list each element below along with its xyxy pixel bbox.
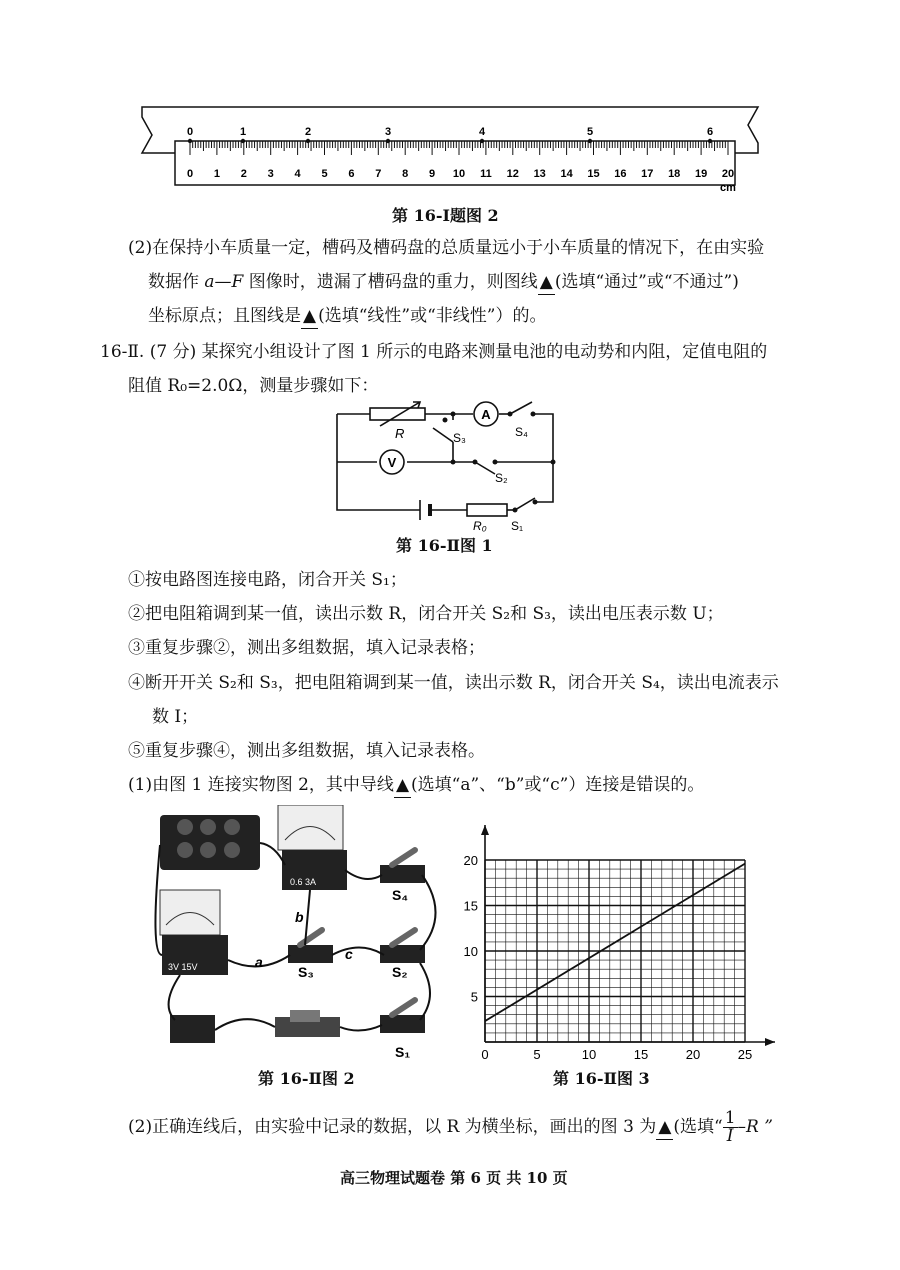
- photo-s2-label: S₂: [392, 964, 408, 980]
- ruler-upper-tick-label: 4: [478, 126, 486, 138]
- y-axis-arrow: [481, 825, 489, 835]
- ruler-lower-tick-label: 3: [267, 168, 274, 180]
- sub2-b: (选填“: [673, 1117, 723, 1137]
- y-tick-label: 20: [463, 853, 478, 868]
- ruler-lower-tick-label: 0: [186, 168, 194, 180]
- x-tick-label: 20: [685, 1047, 701, 1062]
- fraction: [723, 1110, 738, 1145]
- q2-line-2-c: (选填“通过”或“不通过”): [554, 272, 739, 292]
- ruler-lower-tick-label: 15: [587, 168, 600, 180]
- step-1: ①按电路图连接电路，闭合开关 S₁；: [128, 570, 407, 590]
- wire-c-label: c: [345, 946, 353, 962]
- ruler-lower-tick-label: 5: [321, 168, 328, 180]
- photo-s1-label: S₁: [395, 1044, 411, 1060]
- ruler-lower-tick-label: 16: [614, 168, 627, 180]
- ruler-upper-tick-label: 1: [239, 126, 247, 138]
- ruler-lower-tick-label: 13: [533, 168, 546, 180]
- sub-question-1: [128, 773, 704, 798]
- photo-caption: 第 16-Ⅱ图 2: [258, 1069, 355, 1088]
- ruler-upper-tick-label: 0: [186, 126, 194, 138]
- ruler-lower-tick-label: 1: [213, 168, 220, 180]
- ruler-lower-tick-label: 10: [452, 168, 466, 180]
- q2-line-3-b: (选填“线性”或“非线性”）的。: [318, 306, 547, 326]
- sub1-a: (1)由图 1 连接实物图 2，其中导线: [128, 775, 394, 795]
- ruler-lower-tick-label: 12: [506, 168, 519, 180]
- fraction-numerator: 1: [724, 1108, 736, 1128]
- ammeter-range-label: 0.6 3A: [290, 877, 317, 887]
- photo-s4-label: S₄: [392, 887, 409, 903]
- sub-question-2: [128, 1110, 773, 1145]
- wiring-photo: [150, 805, 450, 1065]
- sub2-c: –R ”: [737, 1117, 773, 1137]
- circuit-diagram: [325, 400, 565, 535]
- ruler-upper-tick-label: 3: [384, 126, 392, 138]
- answer-blank-2[interactable]: ▲: [301, 304, 318, 329]
- answer-blank-3[interactable]: ▲: [394, 773, 411, 798]
- resistor-box-label: R: [395, 426, 405, 441]
- ruler-caption: 第 16-Ⅰ题图 2: [392, 206, 499, 225]
- r0-label: R₀: [473, 519, 487, 533]
- ruler-lower-tick-label: 17: [641, 168, 654, 180]
- ruler-unit-label: cm: [720, 182, 736, 194]
- vernier-caliper-figure: [130, 95, 770, 205]
- chart-caption: 第 16-Ⅱ图 3: [553, 1069, 650, 1088]
- ruler-lower-tick-label: 19: [694, 168, 708, 180]
- switch-s1: [380, 1015, 425, 1033]
- x-tick-label: 25: [737, 1047, 753, 1062]
- sub1-b: (选填“a”、“b”或“c”）连接是错误的。: [411, 775, 705, 795]
- q2-line-3: [148, 304, 546, 329]
- ruler-lower-tick-label: 8: [402, 168, 409, 180]
- s4-label: S₄: [515, 425, 528, 439]
- q16-2-line-2: 阻值 R₀=2.0Ω，测量步骤如下：: [128, 376, 379, 396]
- x-tick-label: 5: [533, 1047, 541, 1062]
- q2-line-2-b: 图像时，遗漏了槽码盘的重力，则图线: [243, 272, 538, 292]
- q16-2-heading: 16-Ⅱ. (7 分) 某探究小组设计了图 1 所示的电路来测量电池的电动势和内阻，定值电阻的: [100, 342, 768, 362]
- x-tick-label: 10: [581, 1047, 597, 1062]
- ruler-upper-tick-label: 5: [586, 126, 594, 138]
- step-5: ⑤重复步骤④，测出多组数据，填入记录表格。: [128, 741, 485, 761]
- ruler-lower-tick-label: 7: [375, 168, 382, 180]
- ruler-lower-tick-label: 4: [294, 168, 301, 180]
- answer-blank-4[interactable]: ▲: [656, 1115, 673, 1140]
- step-2: ②把电阻箱调到某一值，读出示数 R，闭合开关 S₂和 S₃，读出电压表示数 U；: [128, 604, 724, 624]
- q2-line-3-a: 坐标原点；且图线是: [148, 306, 301, 326]
- s2-label: S₂: [495, 471, 508, 485]
- fraction-denominator: I: [726, 1126, 734, 1146]
- q2-variable: a—F: [204, 272, 244, 292]
- sub2-a: (2)正确连线后，由实验中记录的数据，以 R 为横坐标，画出的图 3 为: [128, 1117, 657, 1137]
- wire-b-label: b: [295, 909, 304, 925]
- voltmeter-range-label: 3V 15V: [168, 962, 198, 972]
- step-4: ④断开开关 S₂和 S₃，把电阻箱调到某一值，读出示数 R，闭合开关 S₄，读出电流表示: [128, 673, 779, 693]
- s3-label: S₃: [453, 431, 466, 445]
- switch-s2: [380, 945, 425, 963]
- ruler-lower-tick-label: 11: [480, 168, 492, 180]
- ruler-lower-tick-label: 9: [429, 168, 436, 180]
- wire-a-label: a: [255, 954, 263, 970]
- x-axis-arrow: [765, 1038, 775, 1046]
- y-tick-label: 15: [463, 898, 478, 914]
- photo-s3-label: S₃: [298, 964, 314, 980]
- ruler-lower-tick-label: 20: [721, 168, 735, 180]
- page-footer: 高三物理试题卷 第 6 页 共 10 页: [340, 1169, 568, 1187]
- q2-line-2-a: 数据作: [148, 272, 205, 292]
- ruler-lower-tick-label: 6: [348, 168, 355, 180]
- step-4-cont: 数 I；: [152, 707, 199, 727]
- q2-line-2: [148, 270, 739, 295]
- battery: [170, 1015, 215, 1043]
- x-tick-label: 0: [481, 1047, 489, 1062]
- ammeter-label: A: [481, 407, 491, 422]
- ruler-lower-tick-label: 18: [668, 168, 681, 180]
- voltmeter-label: V: [387, 455, 397, 470]
- switch-s3: [288, 945, 333, 963]
- y-tick-label: 5: [470, 989, 478, 1005]
- q2-line-1: (2)在保持小车质量一定，槽码及槽码盘的总质量远小于小车质量的情况下，在由实验: [128, 238, 765, 258]
- ruler-upper-tick-label: 6: [706, 126, 714, 138]
- ruler-lower-tick-label: 14: [560, 168, 573, 180]
- s1-label: S₁: [511, 519, 524, 533]
- circuit-caption: 第 16-Ⅱ图 1: [396, 536, 493, 555]
- switch-s4: [380, 865, 425, 883]
- answer-blank-1[interactable]: ▲: [538, 270, 555, 295]
- ruler-lower-tick-label: 2: [240, 168, 247, 180]
- x-tick-label: 15: [633, 1047, 649, 1062]
- ruler-upper-tick-label: 2: [304, 126, 312, 138]
- y-tick-label: 10: [463, 944, 478, 959]
- graph-figure-3: [455, 820, 785, 1070]
- step-3: ③重复步骤②，测出多组数据，填入记录表格；: [128, 638, 485, 658]
